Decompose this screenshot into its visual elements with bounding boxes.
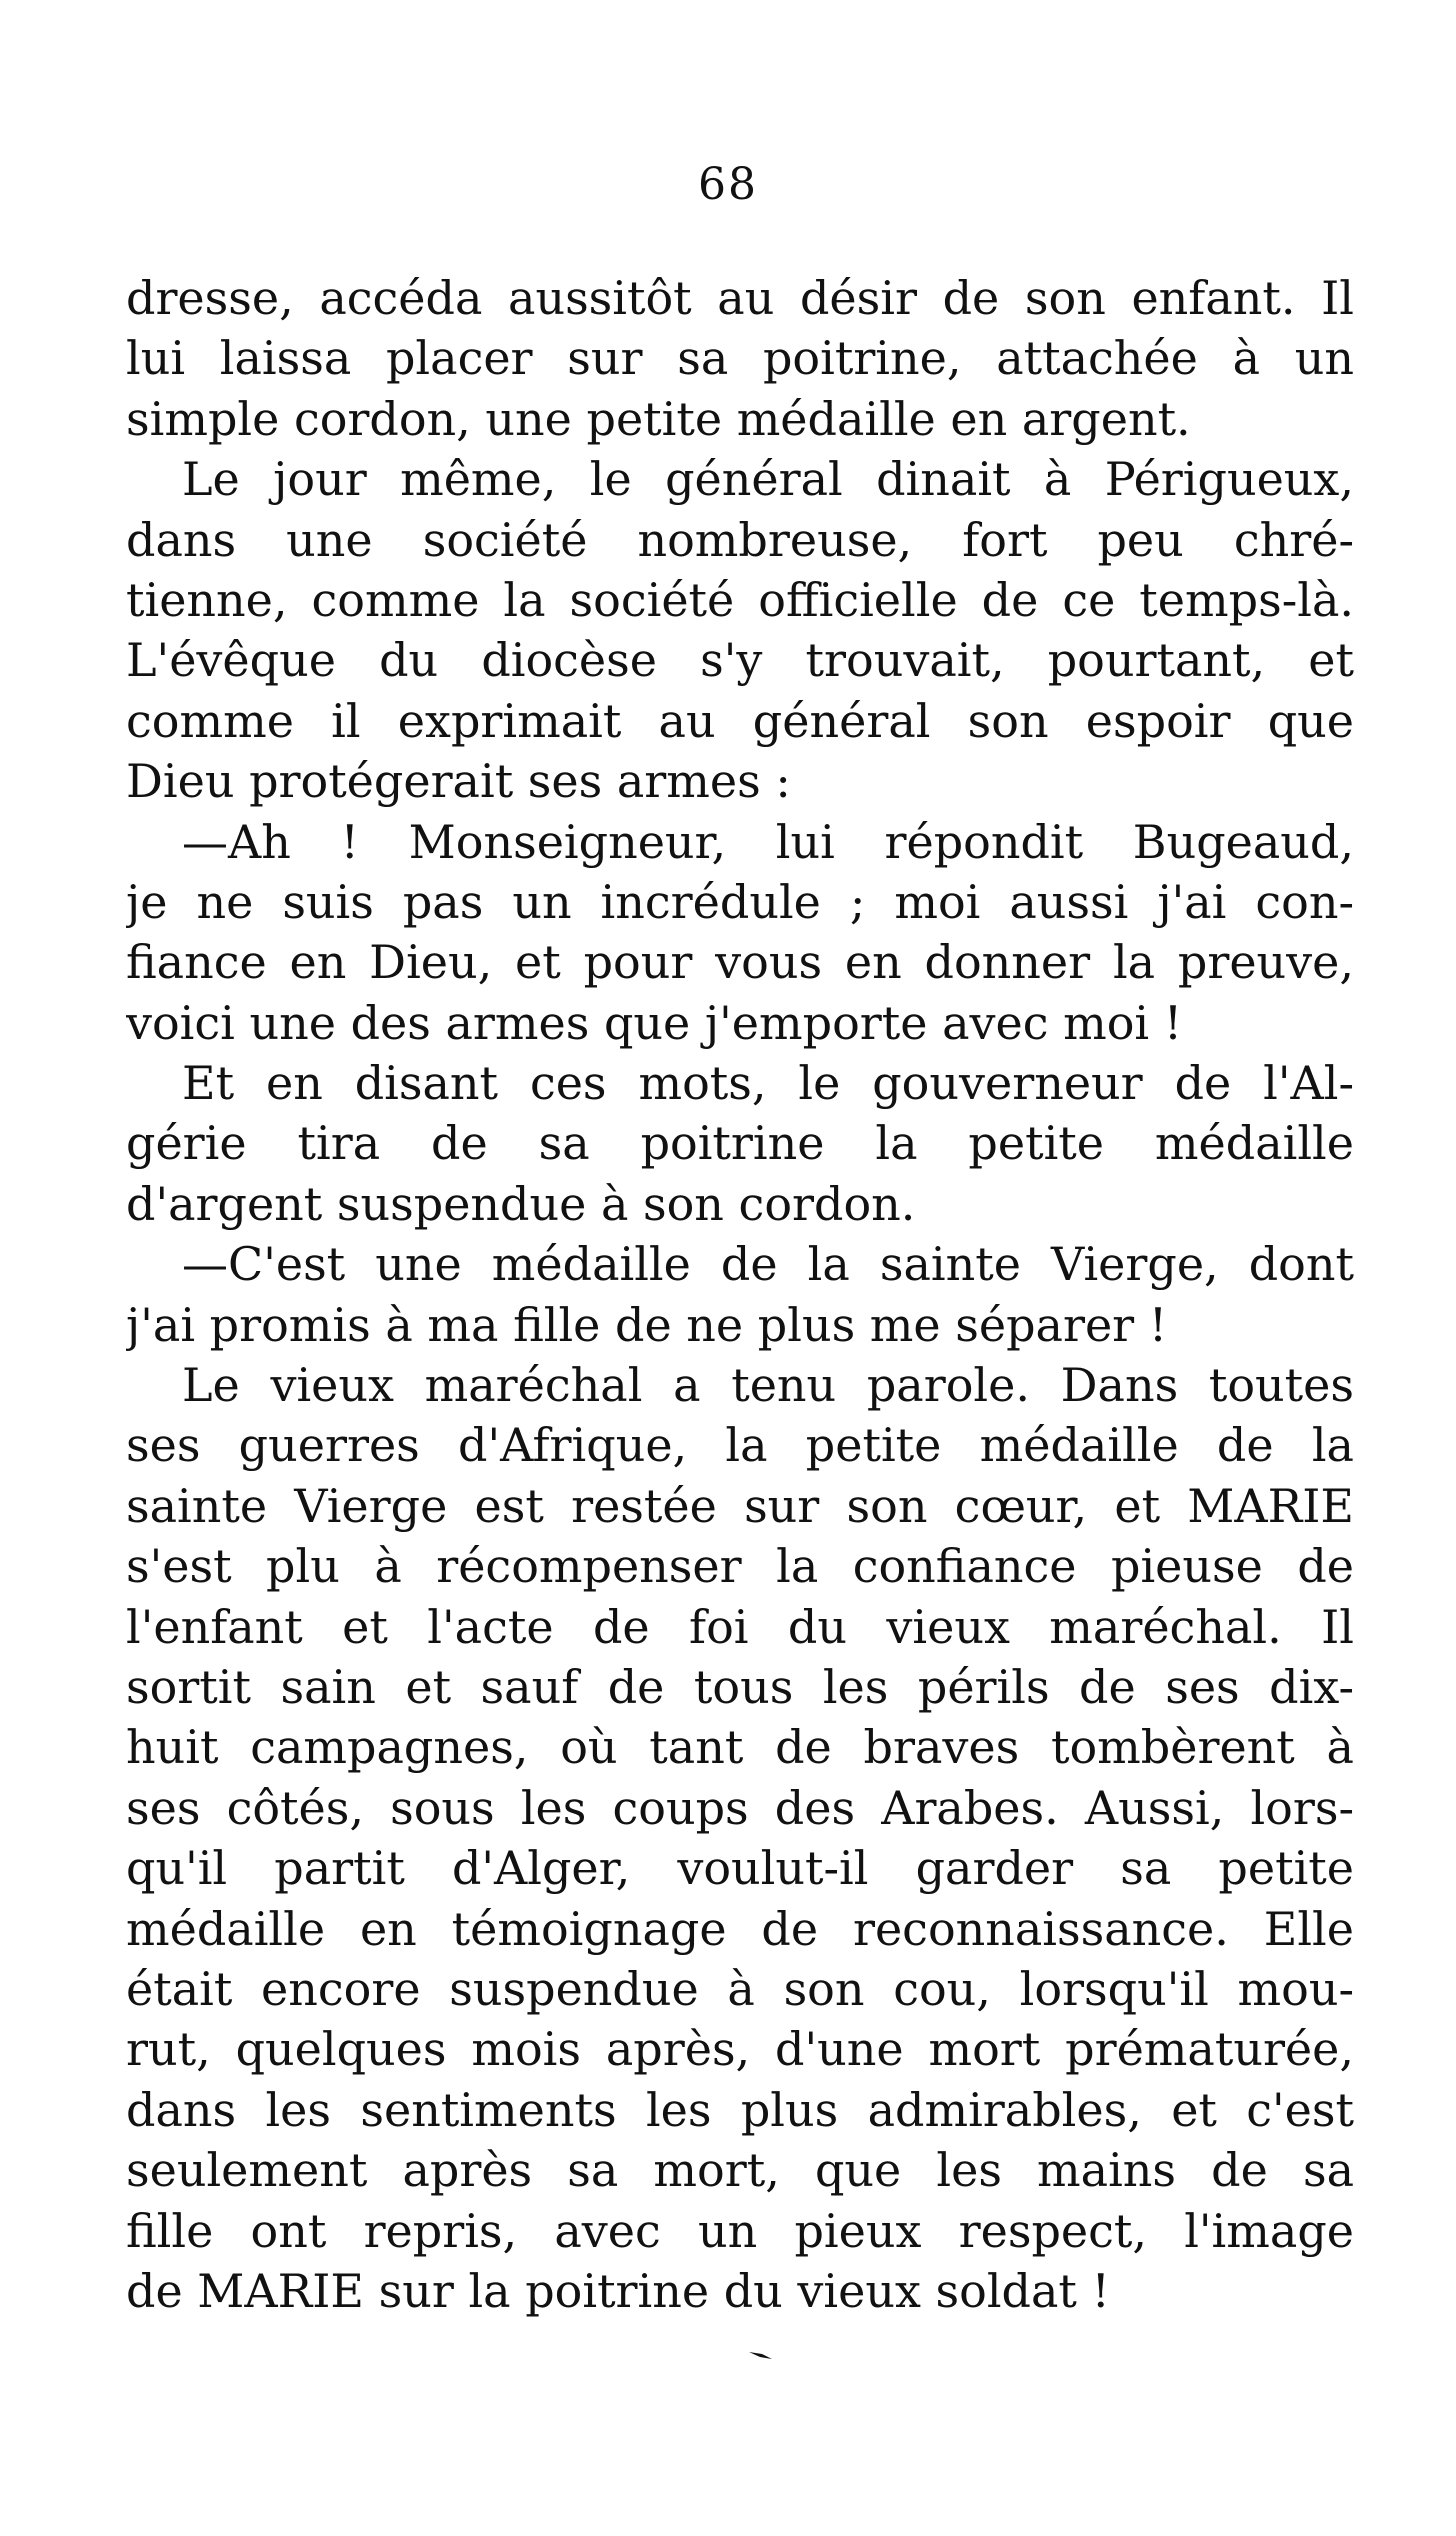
- text-line: d'argent suspendue à son cordon.: [126, 1176, 916, 1231]
- text-line: sortit sain et sauf de tous les périls de ses dix-: [126, 1659, 1354, 1714]
- text-line: tienne, comme la société officielle de ce temps-là.: [126, 572, 1354, 627]
- text-line: je ne suis pas un incrédule ; moi aussi j'ai con-: [126, 874, 1354, 929]
- text-line: dans les sentiments les plus admirables, et c'est: [126, 2082, 1354, 2137]
- text-line: fille ont repris, avec un pieux respect, l'image: [126, 2203, 1354, 2258]
- text-line: Dieu protégerait ses armes :: [126, 754, 791, 809]
- text-line: Le vieux maréchal a tenu parole. Dans toutes: [182, 1358, 1354, 1413]
- text-line: Et en disant ces mots, le gouverneur de l'Al-: [182, 1056, 1354, 1111]
- text-line: simple cordon, une petite médaille en argent.: [126, 391, 1191, 446]
- text-line: Le jour même, le général dinait à Périgueux,: [182, 452, 1354, 507]
- text-line: huit campagnes, où tant de braves tombèrent à: [126, 1720, 1354, 1775]
- text-line: sainte Vierge est restée sur son cœur, et MARIE: [126, 1478, 1354, 1533]
- text-line: s'est plu à récompenser la confiance pieuse de: [126, 1539, 1354, 1594]
- text-line: qu'il partit d'Alger, voulut-il garder sa petite: [126, 1841, 1354, 1896]
- text-line: l'enfant et l'acte de foi du vieux maréchal. Il: [126, 1599, 1354, 1654]
- text-line: dans une société nombreuse, fort peu chré-: [126, 512, 1354, 567]
- text-line: lui laissa placer sur sa poitrine, attachée à un: [126, 331, 1354, 386]
- text-line: était encore suspendue à son cou, lorsqu'il mou-: [126, 1961, 1354, 2016]
- text-line: de MARIE sur la poitrine du vieux soldat !: [126, 2263, 1111, 2318]
- text-line: voici une des armes que j'emporte avec moi !: [126, 995, 1183, 1050]
- text-line: seulement après sa mort, que les mains de sa: [126, 2143, 1354, 2198]
- text-line: L'évêque du diocèse s'y trouvait, pourtant, et: [126, 633, 1354, 688]
- text-line: fiance en Dieu, et pour vous en donner la preuve,: [126, 935, 1354, 990]
- text-line: médaille en témoignage de reconnaissance. Elle: [126, 1901, 1354, 1956]
- text-line: comme il exprimait au général son espoir que: [126, 693, 1354, 748]
- text-line: ses guerres d'Afrique, la petite médaille de la: [126, 1418, 1354, 1473]
- body-text: [126, 268, 1354, 2321]
- text-line: j'ai promis à ma fille de ne plus me séparer !: [126, 1297, 1168, 1352]
- text-line: gérie tira de sa poitrine la petite médaille: [126, 1116, 1354, 1171]
- text-line: —C'est une médaille de la sainte Vierge, dont: [182, 1237, 1354, 1292]
- page-number: 68: [698, 159, 758, 210]
- text-line: —Ah ! Monseigneur, lui répondit Bugeaud,: [182, 814, 1354, 869]
- text-line: dresse, accéda aussitôt au désir de son enfant. Il: [126, 271, 1354, 325]
- text-line: rut, quelques mois après, d'une mort prématurée,: [126, 2022, 1354, 2077]
- ink-speck: [748, 2350, 774, 2360]
- text-line: ses côtés, sous les coups des Arabes. Aussi, lors-: [126, 1780, 1354, 1835]
